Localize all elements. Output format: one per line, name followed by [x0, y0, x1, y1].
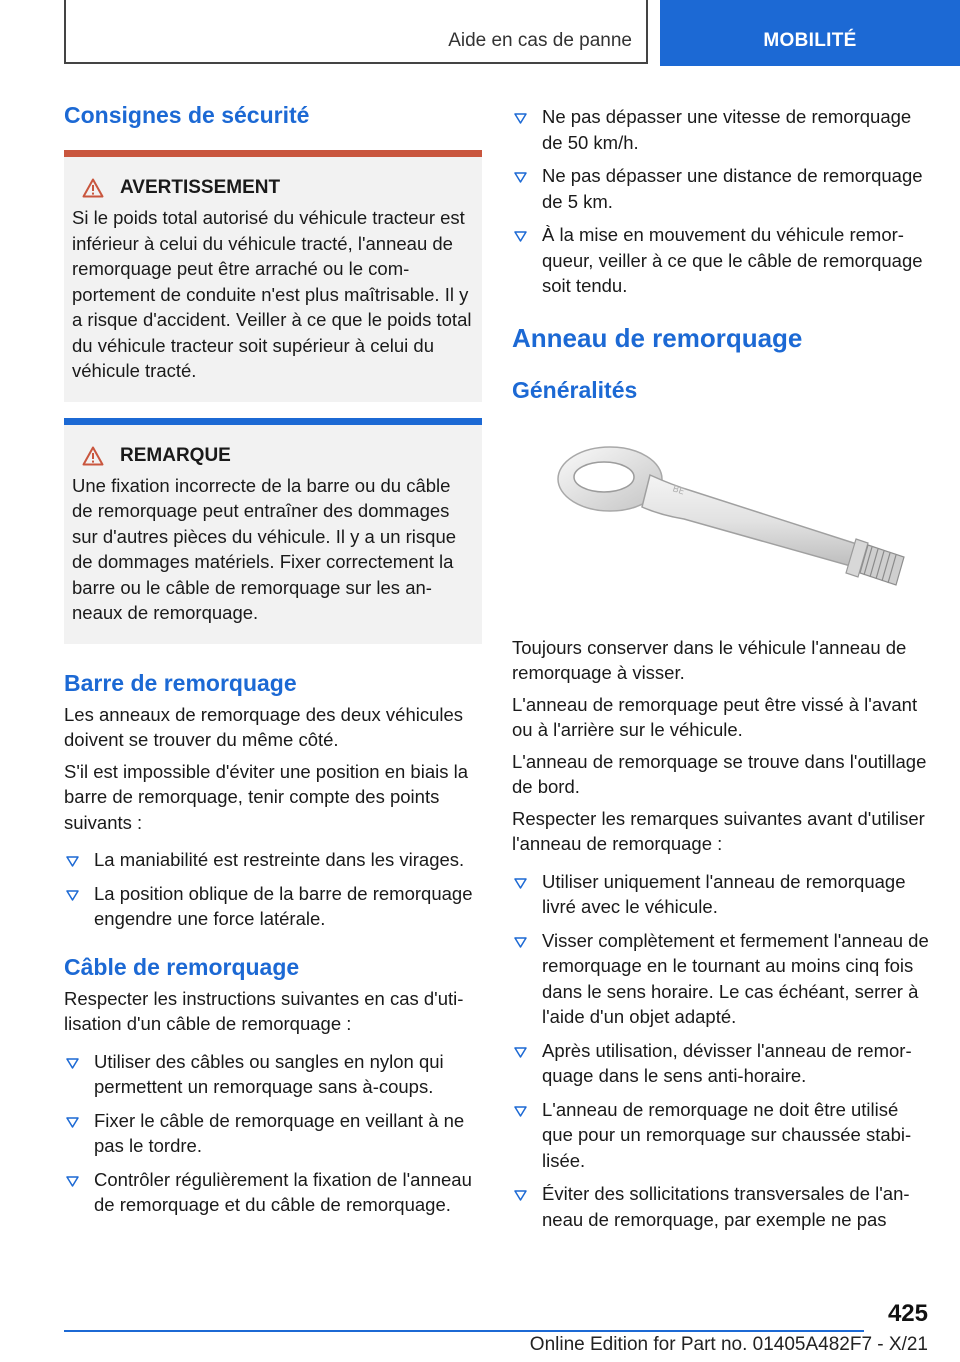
list-item-text: Ne pas dépasser une vitesse de remorquage de 50 km/h.: [542, 106, 912, 153]
list-item-text: Éviter des sollicitations transversales de l'anneau de remorquage, par exemple ne pas: [542, 1183, 910, 1230]
bullet-triangle-icon: [514, 1190, 527, 1201]
towing-eye-image: [542, 427, 922, 607]
warning-title-text: AVERTISSEMENT: [120, 177, 281, 198]
list-item-text: L'anneau de remorquage ne doit être utilisé que pour un remorquage sur chaussée stabilisée.: [542, 1098, 912, 1171]
bullet-triangle-icon: [514, 1047, 527, 1058]
list-item-text: Après utilisation, dévisser l'anneau de remorquage dans le sens anti-horaire.: [542, 1039, 912, 1086]
heading-tow-cable: Câble de remorquage: [64, 953, 300, 980]
towing-eye-paragraph-4: Respecter les remarques suivantes avant d'utiliser l'anneau de remorquage :: [512, 807, 925, 854]
heading-tow-bar: Barre de remorquage: [64, 669, 297, 696]
note-text: Une fixation incorrecte de la barre ou du câble de remorquage peut entraîner des dommages sur d'autres pièces du véhicule. Il y a un risque de dommages matériels. Fixer correctement la barre ou le câble de remorquage sur les anneaux de remorquage.: [72, 474, 457, 623]
bullet-triangle-icon: [514, 878, 527, 889]
list-item-text: Visser complètement et fermement l'anneau de remorquage en le tournant au moins cinq fois dans le sens horaire. Le cas échéant, serrer à l'aide d'un objet adapté.: [542, 929, 929, 1027]
note-title: [72, 443, 474, 469]
bullet-triangle-icon: [66, 1117, 79, 1128]
list-item: [512, 1181, 930, 1232]
header-section-title: Aide en cas de panne: [448, 30, 632, 51]
towing-eye-paragraph-3: L'anneau de remorquage se trouve dans l'outillage de bord.: [512, 750, 927, 797]
list-item: [64, 881, 482, 932]
bullet-triangle-icon: [66, 1176, 79, 1187]
footer-edition: Online Edition for Part no. 01405A482F7 - X/21: [529, 1334, 928, 1355]
bullet-triangle-icon: [514, 172, 527, 183]
header-chapter-tab: [660, 0, 960, 66]
list-item: [512, 1038, 930, 1089]
left-column: [64, 100, 482, 1226]
list-item-text: Utiliser des câbles ou sangles en nylon qui permettent un remorquage sans à-coups.: [94, 1050, 444, 1097]
list-item-text: Ne pas dépasser une distance de remorquage de 5 km.: [542, 165, 923, 212]
tow-cable-paragraph: Respecter les instructions suivantes en cas d'utilisation d'un câble de remorquage :: [64, 987, 464, 1034]
list-item: [512, 1097, 930, 1174]
list-item-text: Contrôler régulièrement la fixation de l'anneau de remorquage et du câble de remorquage.: [94, 1168, 472, 1215]
list-item: [64, 1049, 482, 1100]
page-header: [0, 0, 960, 66]
list-item: [512, 163, 930, 214]
list-item: [64, 847, 482, 873]
warning-box: [64, 150, 482, 402]
bullet-triangle-icon: [66, 856, 79, 867]
bullet-triangle-icon: [514, 231, 527, 242]
bullet-triangle-icon: [514, 1106, 527, 1117]
right-column: [512, 104, 930, 1240]
towing-eye-paragraph-2: L'anneau de remorquage peut être vissé à l'avant ou à l'arrière sur le véhicule.: [512, 693, 918, 740]
tow-cable-list: [64, 1049, 482, 1218]
list-item: [64, 1108, 482, 1159]
footer-rule: [64, 1330, 864, 1332]
header-section-box: [64, 0, 648, 64]
tow-bar-paragraph-2: S'il est impossible d'éviter une position en biais la barre de remorquage, tenir compte des points suivants :: [64, 760, 469, 833]
svg-text:BE: BE: [671, 483, 686, 498]
list-item: [512, 104, 930, 155]
warning-triangle-icon: [82, 178, 104, 198]
note-title-text: REMARQUE: [120, 444, 231, 466]
list-item-text: La maniabilité est restreinte dans les virages.: [94, 849, 465, 870]
heading-safety: Consignes de sécurité: [64, 102, 310, 128]
list-item: [512, 869, 930, 920]
warning-title: [72, 175, 474, 201]
list-item-text: À la mise en mouvement du véhicule remorqueur, veiller à ce que le câble de remorquage soit tendu.: [542, 224, 923, 296]
list-item: [512, 222, 930, 299]
towing-eye-paragraph-1: Toujours conserver dans le véhicule l'anneau de remorquage à visser.: [512, 636, 907, 683]
warning-triangle-icon: [82, 446, 104, 466]
note-box: [64, 418, 482, 644]
bullet-triangle-icon: [514, 113, 527, 124]
bullet-triangle-icon: [514, 937, 527, 948]
list-item: [64, 1167, 482, 1218]
towing-rules-list: [512, 104, 930, 299]
page-number: 425: [887, 1300, 928, 1327]
list-item-text: Fixer le câble de remorquage en veillant à ne pas le tordre.: [94, 1109, 465, 1156]
bullet-triangle-icon: [66, 890, 79, 901]
header-chapter-label: MOBILITÉ: [763, 30, 857, 51]
towing-eye-list: [512, 869, 930, 1233]
list-item: [512, 928, 930, 1030]
heading-general: Généralités: [512, 376, 638, 403]
tow-bar-list: [64, 847, 482, 932]
tow-bar-paragraph-1: Les anneaux de remorquage des deux véhicules doivent se trouver du même côté.: [64, 703, 464, 750]
list-item-text: Utiliser uniquement l'anneau de remorquage livré avec le véhicule.: [542, 870, 906, 917]
list-item-text: La position oblique de la barre de remorquage engendre une force latérale.: [94, 882, 473, 929]
heading-towing-eye: Anneau de remorquage: [512, 322, 803, 353]
warning-text: Si le poids total autorisé du véhicule tracteur est inférieur à celui du véhicule tracté, l'anneau de remorquage peut être arraché ou le comportement de conduite n'est plus maîtrisable. Il y a risque d'accident. Veiller à ce que le poids total du véhicule tracteur soit supérieur à celui du véhicule tracté.: [72, 207, 472, 381]
bullet-triangle-icon: [66, 1058, 79, 1069]
towing-eye-illustration: [542, 427, 922, 607]
